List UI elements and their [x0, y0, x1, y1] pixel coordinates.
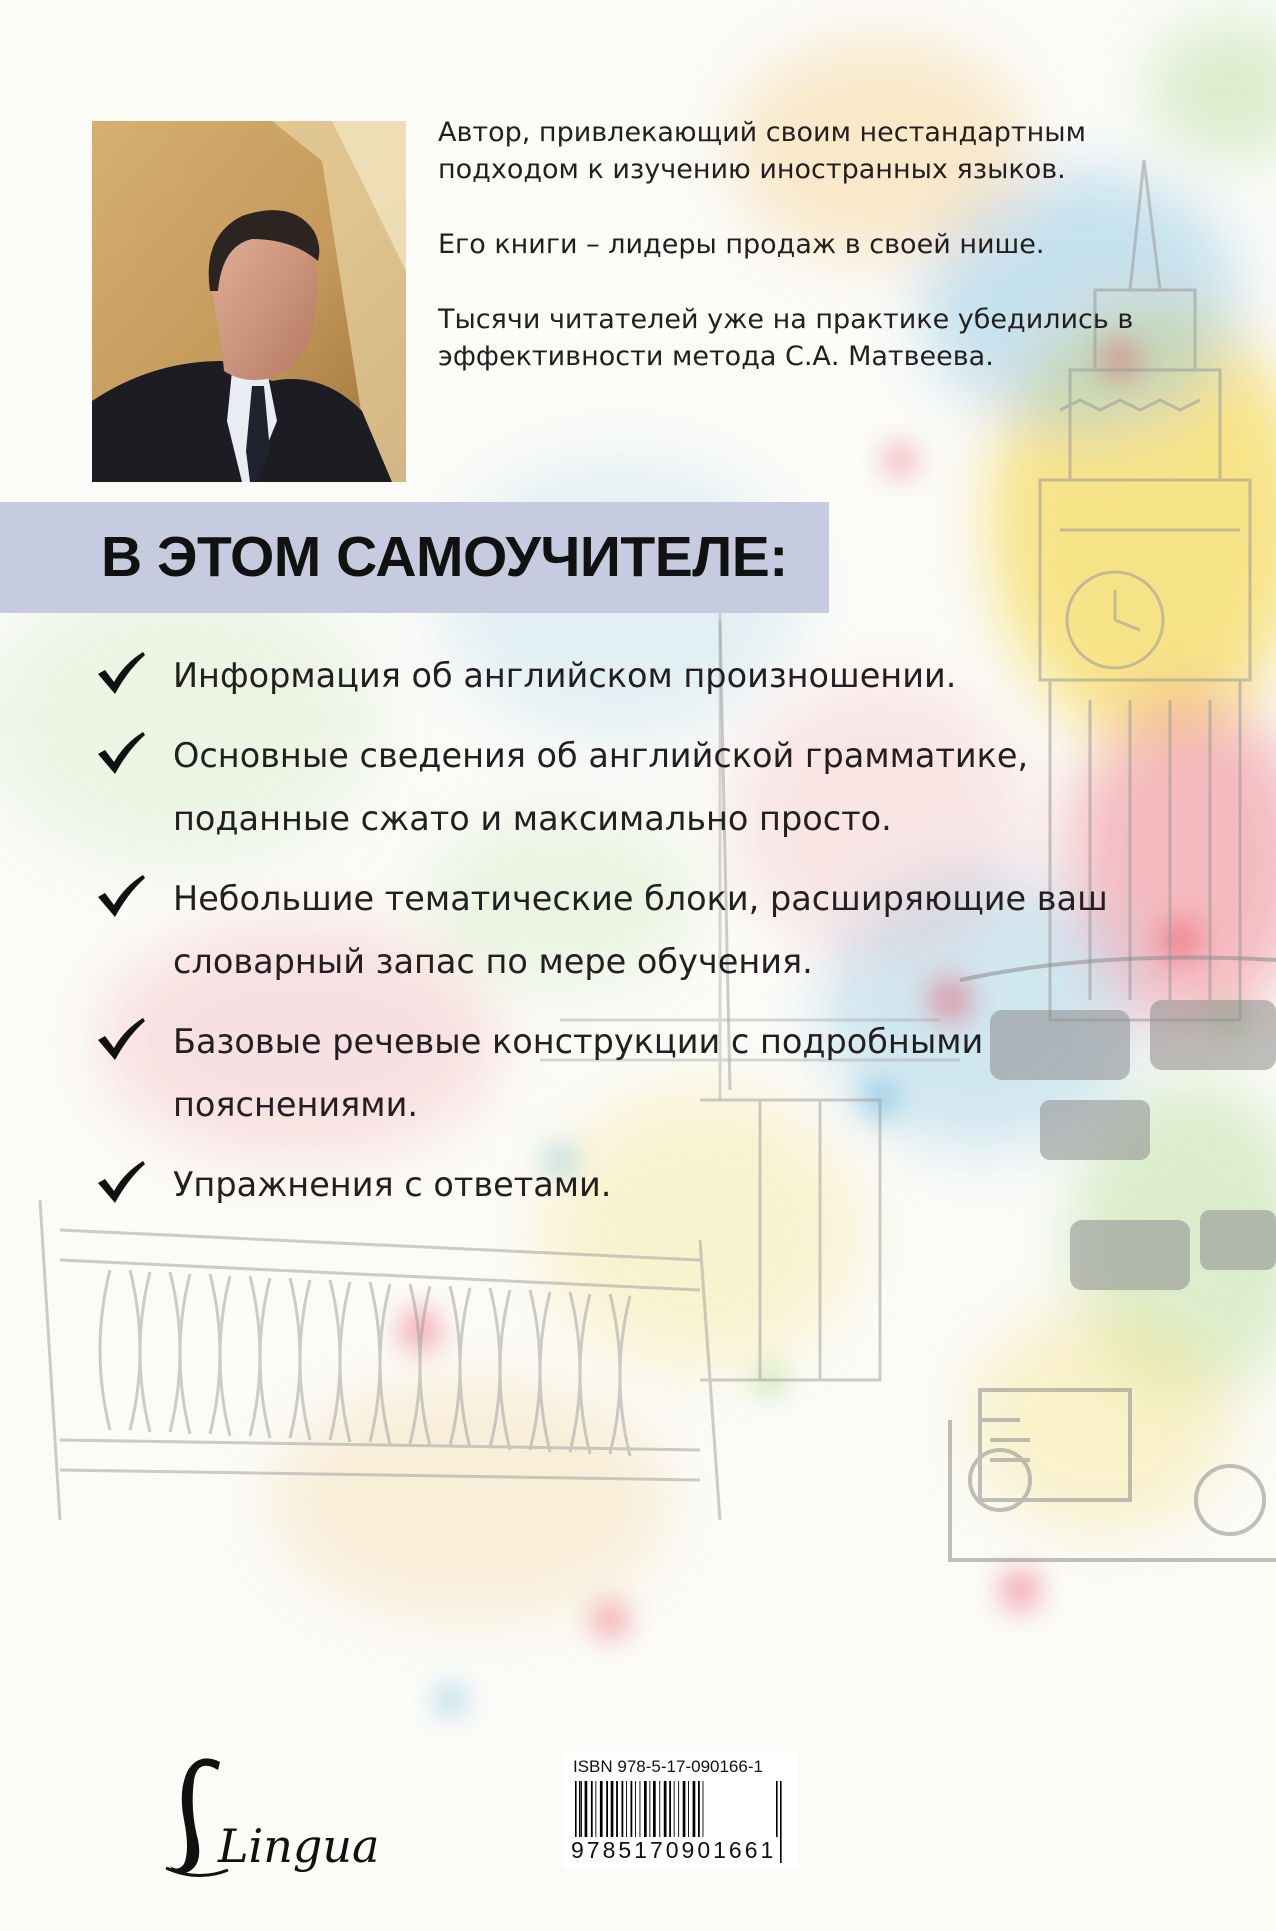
barcode-bar — [653, 1781, 656, 1837]
feature-text: Базовые речевые конструкции с подробными пояснениями. — [173, 1022, 984, 1124]
barcode-bar — [649, 1781, 650, 1837]
barcode-bar — [683, 1781, 686, 1837]
barcode-bar — [616, 1781, 618, 1837]
logo-text: Lingua — [218, 1819, 378, 1873]
author-paragraph: Тысячи читателей уже на практике убедились в эффективности метода С.А. Матвеева. — [438, 304, 1134, 372]
checkmark-icon — [96, 730, 146, 776]
barcode-bar — [635, 1781, 636, 1837]
checkmark-icon — [96, 1159, 146, 1205]
list-item — [96, 644, 1236, 707]
barcode-bar — [591, 1781, 593, 1837]
barcode-bar — [611, 1781, 614, 1837]
isbn-digits: 9785170901661 — [571, 1837, 777, 1863]
publisher-logo — [158, 1750, 378, 1890]
list-item — [96, 867, 1236, 993]
feature-list — [96, 644, 1236, 1233]
list-item — [96, 1010, 1236, 1136]
barcode-bar — [698, 1781, 700, 1837]
author-paragraph: Его книги – лидеры продаж в своей нише. — [438, 229, 1045, 260]
author-paragraph: Автор, привлекающий своим нестандартным подходом к изучению иностранных языков. — [438, 117, 1086, 185]
barcode-bar — [631, 1781, 633, 1837]
checkmark-icon — [96, 1016, 146, 1062]
barcode-bar — [640, 1781, 641, 1837]
author-description — [438, 114, 1228, 413]
barcode-bar — [626, 1781, 627, 1837]
barcode-bar — [703, 1781, 704, 1837]
barcode-bar — [600, 1781, 603, 1837]
isbn-barcode — [563, 1753, 798, 1868]
barcode-bar — [659, 1781, 660, 1837]
barcode-bar — [678, 1781, 679, 1837]
barcode-bar — [674, 1781, 675, 1837]
feature-text: Информация об английском произношении. — [173, 656, 957, 695]
feature-text: Небольшие тематические блоки, расширяющие ваш словарный запас по мере обучения. — [173, 879, 1108, 981]
barcode-bar — [585, 1781, 588, 1837]
feature-text: Упражнения с ответами. — [173, 1165, 612, 1204]
author-photo — [92, 121, 406, 482]
isbn-label: ISBN 978-5-17-090166-1 — [573, 1757, 763, 1776]
checkmark-icon — [96, 873, 146, 919]
feature-text: Основные сведения об английской грамматике, поданные сжато и максимально просто. — [173, 736, 1029, 838]
barcode-bar — [622, 1781, 624, 1837]
barcode-bar — [669, 1781, 671, 1837]
checkmark-icon — [96, 650, 146, 696]
barcode-bar — [581, 1781, 582, 1837]
section-title: В ЭТОМ САМОУЧИТЕЛЕ: — [101, 525, 788, 589]
barcode-bar — [780, 1781, 782, 1863]
barcode-bar — [664, 1781, 667, 1837]
barcode-bar — [606, 1781, 608, 1837]
barcode-bar — [693, 1781, 696, 1837]
barcode-bar — [595, 1781, 596, 1837]
barcode-bar — [644, 1781, 647, 1837]
list-item — [96, 1153, 1236, 1216]
list-item — [96, 724, 1236, 850]
barcode-bar — [688, 1781, 689, 1837]
